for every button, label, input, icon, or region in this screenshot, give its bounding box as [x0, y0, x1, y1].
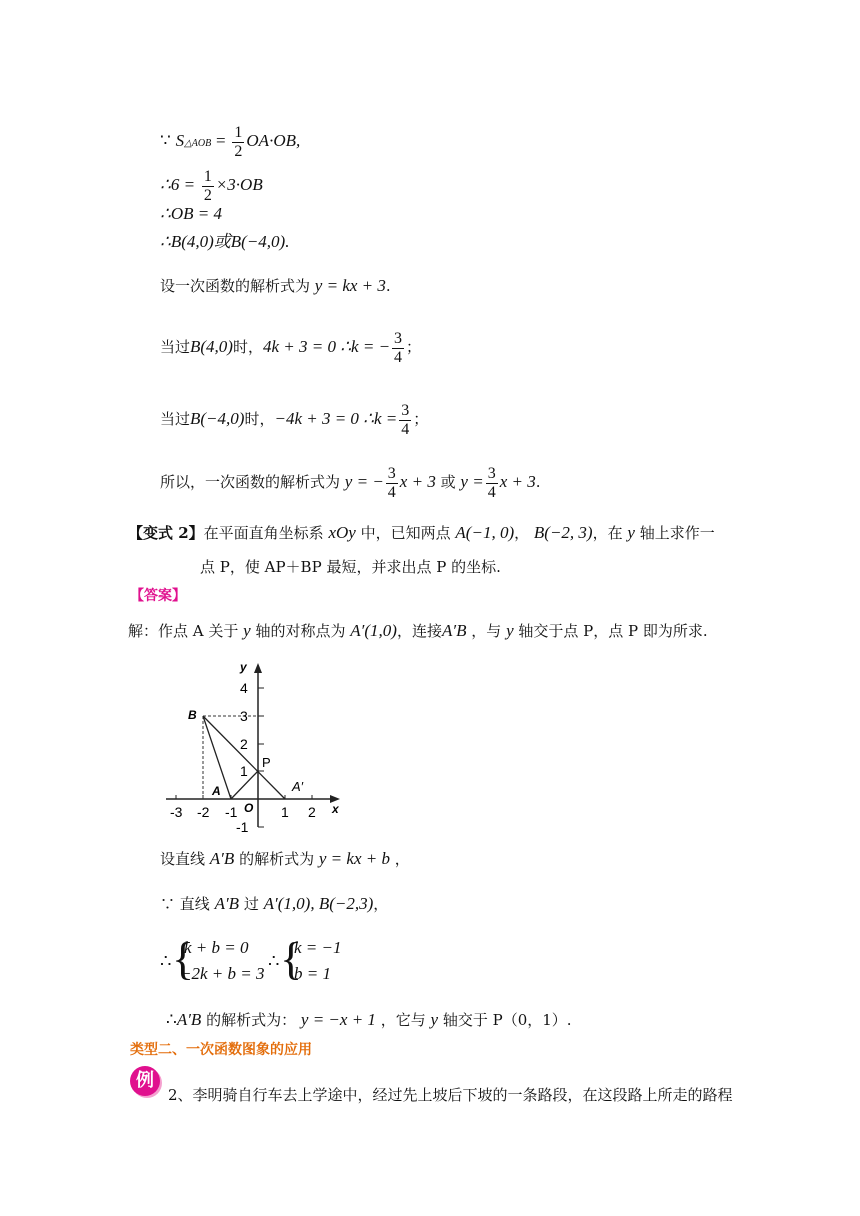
system-2-eq-a: k = −1 [294, 938, 342, 957]
answer-text: ，与 [471, 622, 502, 640]
assume-text: 设一次函数的解析式为 [160, 277, 311, 295]
y-tick-label: -1 [236, 819, 249, 835]
proof-expression: OA·OB, [246, 131, 301, 151]
fraction-three-quarters: $\frac{3}{4}$ [487, 465, 496, 501]
case-equation: −4k + 3 = 0 ∴k = [274, 409, 398, 429]
system-2-eq-b: b = 1 [294, 964, 331, 983]
y-axis-label: y [240, 660, 247, 674]
proof-line-1 [160, 124, 300, 160]
solution-text: ∵ 直线 [160, 895, 210, 913]
proof-line-4: ∴B(4,0)或B(−4,0). [160, 232, 290, 251]
x-tick-label: 2 [308, 804, 316, 820]
solution-text: 过 [243, 895, 259, 913]
variant-line-2: 点 P，使 AP＋BP 最短，并求出点 P 的坐标. [200, 558, 501, 576]
variant-text: 轴上求作一 [639, 524, 715, 542]
conclusion-math: x + 3 [399, 472, 436, 492]
solution-text: 设直线 [160, 850, 206, 868]
therefore-symbol: ∴ [166, 1010, 177, 1029]
answer-math: y [506, 621, 514, 640]
example-text: 2、李明骑自行车去上学途中，经过先上坡后下坡的一条路段，在这段路上所走的路程 [168, 1086, 733, 1104]
point-A-label: A [212, 784, 221, 798]
final-text: 轴交于 P（0，1）. [442, 1011, 572, 1029]
system-brace-2: { [280, 933, 303, 984]
case-equation: 4k + 3 = 0 ∴k = − [263, 337, 391, 357]
variant-math: y [627, 523, 635, 542]
point-Aprime-label: A′ [292, 779, 304, 794]
conclusion-math: y = − [344, 472, 384, 492]
conclusion-line [160, 465, 541, 501]
solution-math: A′B [209, 849, 235, 868]
conclusion-or: 或 [440, 473, 456, 492]
therefore-1: ∴ [160, 951, 172, 971]
section-heading: 类型二、一次函数图象的应用 [130, 1042, 312, 1058]
answer-text: 解：作点 A 关于 [128, 622, 239, 640]
solution-text: ， [373, 895, 389, 913]
case-point: B(−4,0) [190, 409, 245, 429]
solution-math: A′(1,0), B(−2,3) [263, 894, 374, 913]
answer-math: y [243, 621, 251, 640]
case-text: 时， [244, 410, 275, 429]
answer-text: ，连接 [396, 622, 442, 640]
assume-math: y = kx + 3 [314, 276, 386, 295]
example-badge-label: 例 [136, 1070, 154, 1091]
proof-line-2 [160, 168, 263, 204]
x-tick-label: 1 [281, 804, 289, 820]
area-subscript: △AOB [184, 138, 212, 150]
y-tick-label: 4 [240, 680, 248, 696]
variant-point-a: A(−1, 0) [455, 523, 515, 542]
proof-expression: ×3·OB [215, 175, 263, 195]
case-2-line [160, 402, 428, 438]
case-end: ； [406, 338, 422, 357]
final-math: y [430, 1010, 439, 1029]
proof-line-3: ∴OB = 4 [160, 204, 222, 223]
system-1-eq-a: k + b = 0 [184, 938, 249, 957]
assume-end: . [385, 277, 391, 295]
coordinate-graph [160, 655, 350, 835]
case-point: B(4,0) [190, 337, 233, 357]
variant-math: xOy [328, 523, 356, 542]
system-brace-1: { [172, 933, 195, 984]
system-1-eq-b: −2k + b = 3 [180, 964, 265, 983]
example-badge [130, 1066, 160, 1096]
variant-text: ， [514, 524, 530, 542]
origin-label: O [244, 801, 254, 815]
x-tick-label: -3 [170, 804, 183, 820]
final-text: ，它与 [380, 1011, 426, 1029]
answer-line [128, 622, 708, 639]
fraction-half: $\frac{1}{2}$ [234, 124, 243, 160]
solution-math: y = kx + b [318, 849, 390, 868]
case-text: 当过 [160, 338, 191, 357]
y-tick-label: 1 [240, 763, 248, 779]
conclusion-end: . [535, 473, 541, 492]
x-axis-label: x [332, 802, 339, 816]
variant-line-1 [128, 524, 715, 541]
fraction-three-quarters: $\frac{3}{4}$ [387, 465, 396, 501]
solution-text: ， [394, 850, 410, 868]
case-text: 时， [232, 338, 263, 357]
solution-text: 的解析式为 [239, 850, 315, 868]
answer-label: 【答案】 [130, 588, 186, 604]
final-line [166, 1011, 572, 1028]
conclusion-math: y = [460, 472, 484, 492]
conclusion-text: 所以，一次函数的解析式为 [160, 473, 341, 492]
final-math: A′B [176, 1010, 202, 1029]
point-B-label: B [188, 708, 197, 722]
answer-math: A′(1,0) [350, 621, 397, 640]
area-symbol: S [175, 131, 185, 151]
proof-expression: ∴6 = [160, 175, 196, 195]
assume-line [160, 277, 391, 294]
equals-sign: = [216, 131, 226, 151]
fraction-three-quarters: $\frac{3}{4}$ [401, 402, 410, 438]
y-axis-arrow [254, 663, 262, 673]
fraction-three-quarters: $\frac{3}{4}$ [394, 330, 403, 366]
answer-text: 轴的对称点为 [255, 622, 346, 640]
x-tick-label: -2 [197, 804, 210, 820]
point-P-label: P [262, 755, 271, 770]
answer-math: A′B [441, 621, 467, 640]
solution-math: A′B [214, 894, 240, 913]
final-math: y = −x + 1 [300, 1010, 376, 1029]
x-tick-label: -1 [225, 804, 238, 820]
case-end: ； [413, 410, 429, 429]
solution-line-2 [160, 895, 388, 912]
final-text: 的解析式为： [206, 1011, 297, 1029]
conclusion-math: x + 3 [499, 472, 536, 492]
variant-text: ，在 [592, 524, 623, 542]
variant-text: 中，已知两点 [360, 524, 451, 542]
variant-point-b: B(−2, 3) [533, 523, 593, 542]
case-1-line [160, 330, 421, 366]
fraction-half: $\frac{1}{2}$ [203, 168, 212, 204]
therefore-2: ∴ [268, 951, 280, 971]
case-text: 当过 [160, 410, 191, 429]
because-symbol: ∵ [160, 131, 171, 151]
variant-text: 在平面直角坐标系 [203, 524, 324, 542]
solution-line-1 [160, 850, 410, 867]
answer-text: 轴交于点 P，点 P 即为所求. [518, 622, 708, 640]
y-tick-label: 2 [240, 736, 248, 752]
variant-label: 【变式 2】 [128, 524, 204, 542]
y-tick-label: 3 [240, 708, 248, 724]
